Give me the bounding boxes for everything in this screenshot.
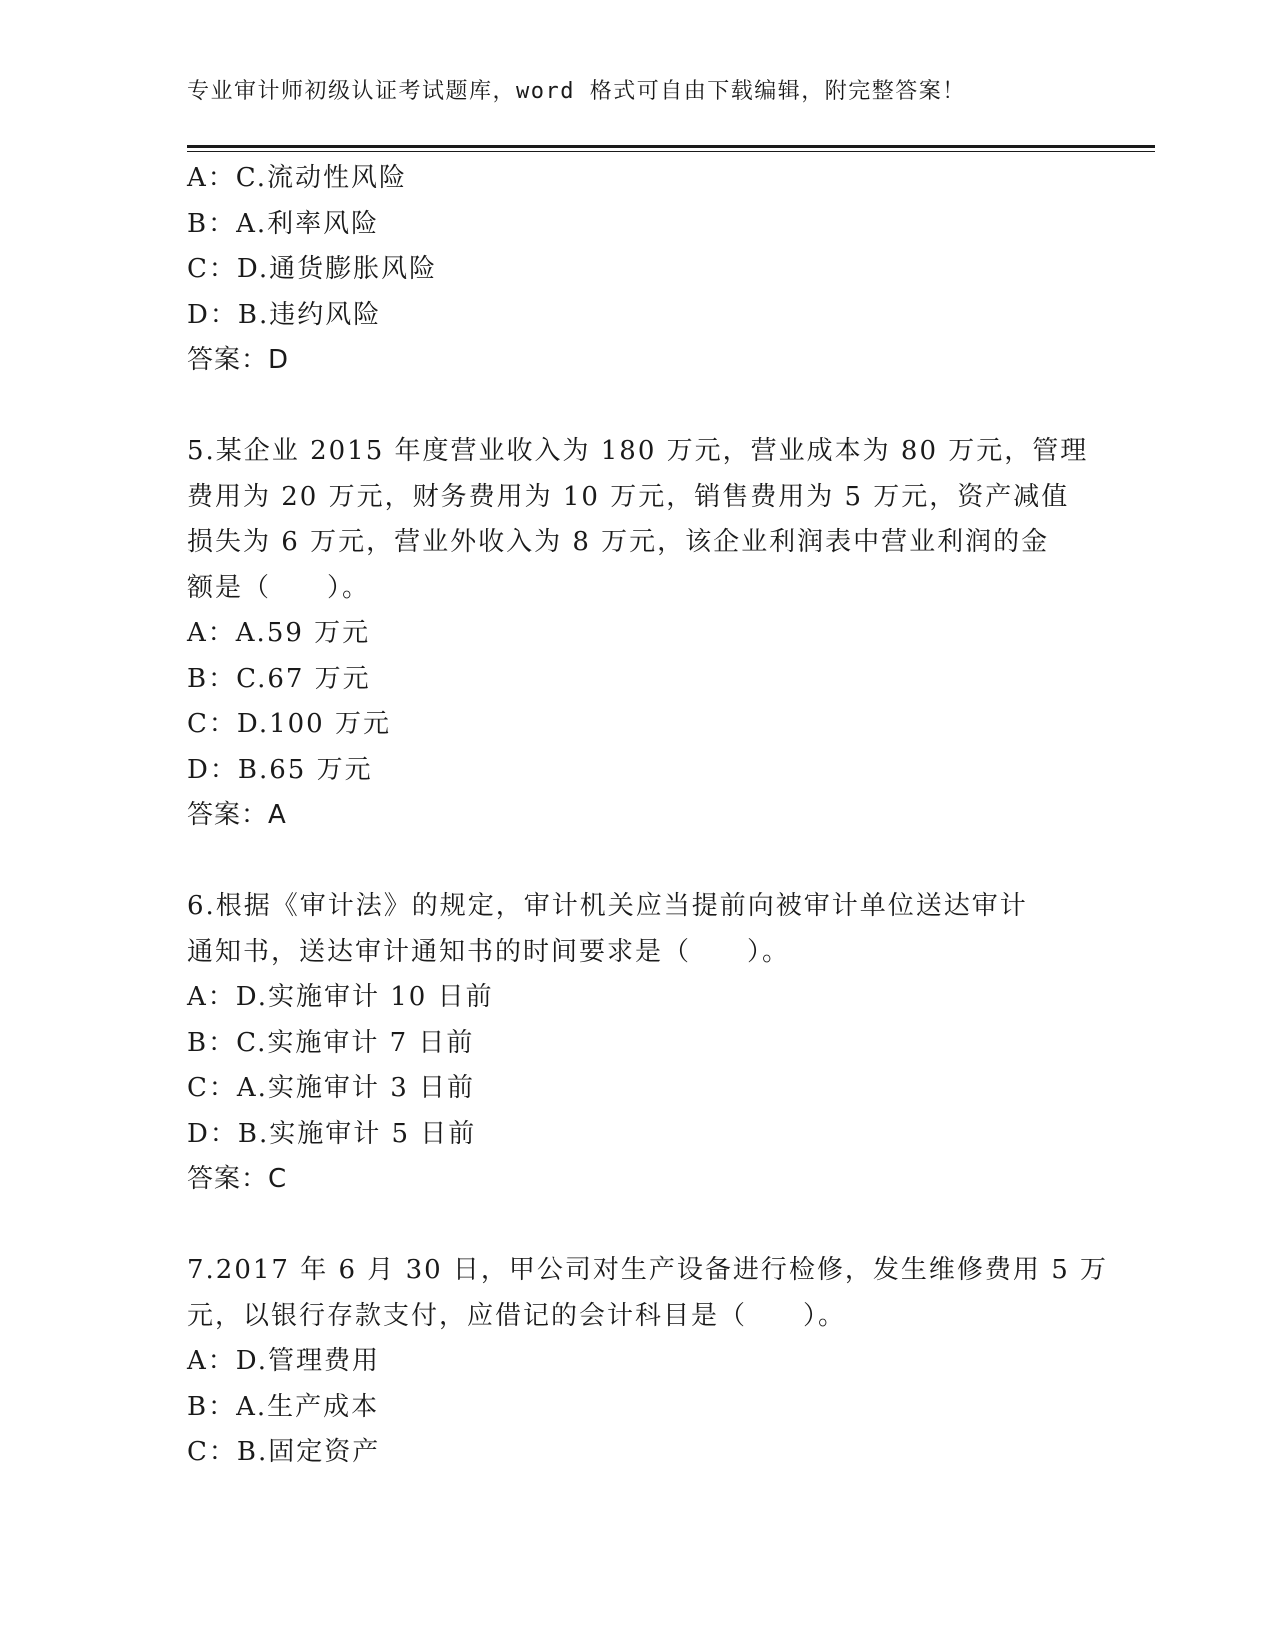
option-b: B：C.67 万元	[187, 663, 371, 694]
option-c: C：D.100 万元	[187, 709, 391, 739]
question-5-block	[187, 429, 1087, 839]
option-b: B：A.利率风险	[187, 208, 380, 239]
option-c: C：D.通货膨胀风险	[187, 254, 438, 284]
option-b: B：A.生产成本	[187, 1391, 380, 1422]
question-7-block	[187, 1248, 1108, 1476]
page-header: 专业审计师初级认证考试题库，word 格式可自由下载编辑，附完整答案！	[187, 79, 966, 104]
document-body	[187, 156, 1108, 1476]
header-rule-thick	[187, 145, 1155, 148]
question-stem-line: 费用为 20 万元，财务费用为 10 万元，销售费用为 5 万元，资产减值	[187, 481, 1070, 512]
option-a: A：D.实施审计 10 日前	[187, 982, 494, 1012]
question-4-block	[187, 156, 1087, 384]
question-stem-line: 通知书，送达审计通知书的时间要求是（ ）。	[187, 936, 791, 967]
spacer	[187, 384, 1087, 430]
question-6-block	[187, 884, 1087, 1203]
answer-line: 答案：C	[187, 1164, 288, 1194]
question-stem-line: 7.2017 年 6 月 30 日，甲公司对生产设备进行检修，发生维修费用 5 万	[187, 1255, 1108, 1285]
spacer	[187, 839, 1087, 885]
question-stem-line: 损失为 6 万元，营业外收入为 8 万元，该企业利润表中营业利润的金	[187, 527, 1050, 557]
option-c: C：B.固定资产	[187, 1437, 381, 1467]
option-d: D：B.实施审计 5 日前	[187, 1118, 477, 1149]
option-a: A：A.59 万元	[187, 618, 371, 648]
option-d: D：B.65 万元	[187, 754, 373, 785]
option-b: B：C.实施审计 7 日前	[187, 1027, 475, 1058]
option-a: A：C.流动性风险	[187, 163, 408, 193]
option-d: D：B.违约风险	[187, 299, 382, 330]
answer-line: 答案：A	[187, 800, 287, 830]
header-rule-thin	[187, 151, 1155, 152]
question-stem-line: 元，以银行存款支付，应借记的会计科目是（ ）。	[187, 1300, 847, 1331]
option-c: C：A.实施审计 3 日前	[187, 1073, 476, 1103]
spacer	[187, 1203, 1087, 1249]
question-stem-line: 6.根据《审计法》的规定，审计机关应当提前向被审计单位送达审计	[187, 891, 1028, 921]
question-stem-line: 额是（ ）。	[187, 572, 371, 603]
option-a: A：D.管理费用	[187, 1346, 380, 1376]
question-stem-line: 5.某企业 2015 年度营业收入为 180 万元，营业成本为 80 万元，管理	[187, 436, 1089, 466]
answer-line: 答案：D	[187, 345, 290, 375]
